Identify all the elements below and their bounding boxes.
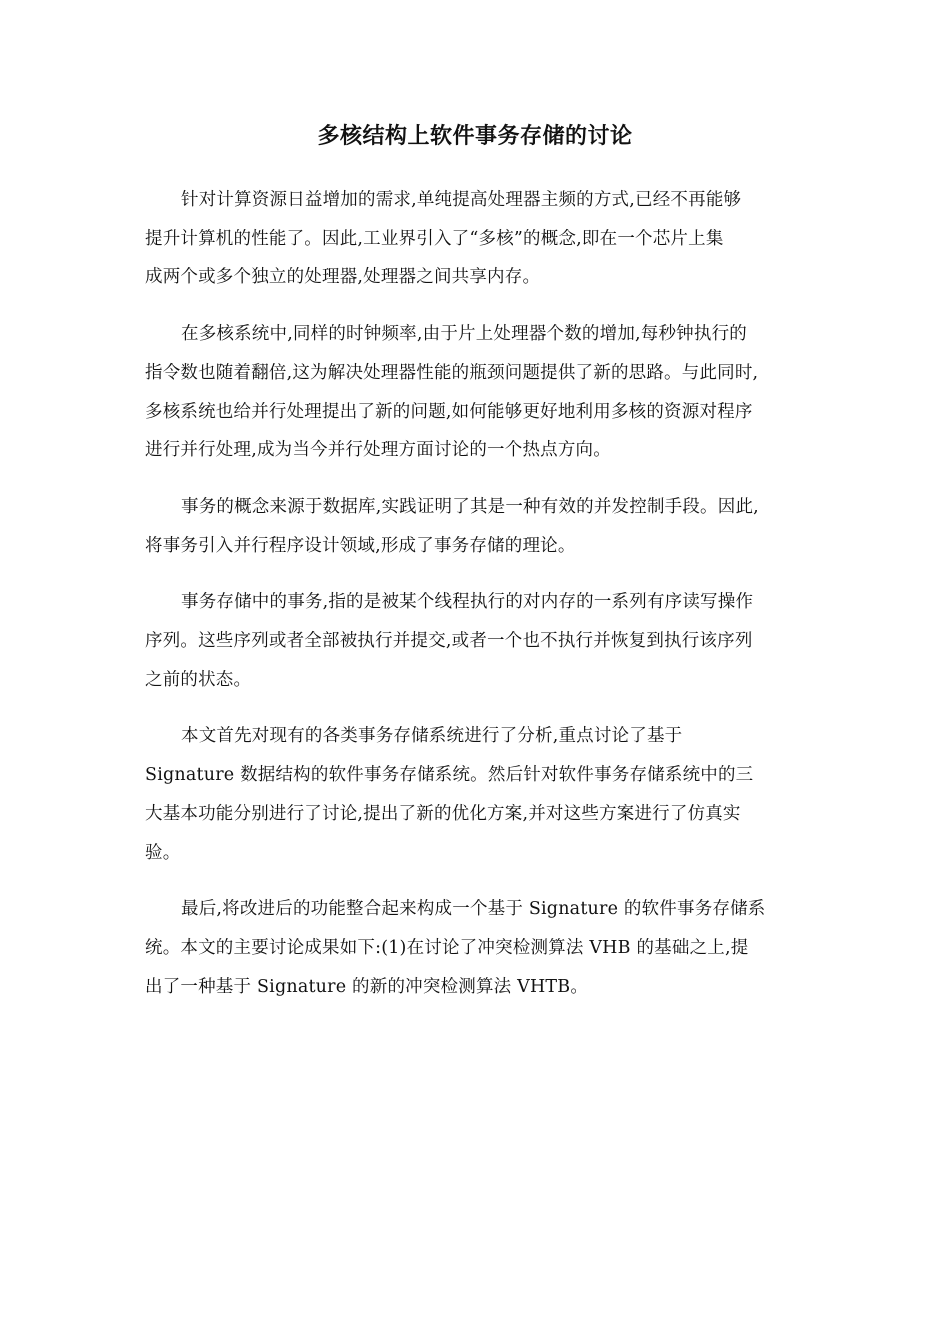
text-line: 针对计算资源日益增加的需求,单纯提高处理器主频的方式,已经不再能够 xyxy=(181,190,742,210)
text-line: 最后,将改进后的功能整合起来构成一个基于 Signature 的软件事务存储系 xyxy=(181,899,766,920)
document-body xyxy=(145,181,805,1024)
text-line: 事务存储中的事务,指的是被某个线程执行的对内存的一系列有序读写操作 xyxy=(181,592,754,613)
document-title: 多核结构上软件事务存储的讨论 xyxy=(317,124,633,149)
paragraph-4 xyxy=(145,583,805,699)
paragraph-5 xyxy=(145,717,805,872)
text-line: 多核系统也给并行处理提出了新的问题,如何能够更好地利用多核的资源对程序 xyxy=(145,401,753,422)
text-line: 验。 xyxy=(145,842,181,863)
text-line: 将事务引入并行程序设计领域,形成了事务存储的理论。 xyxy=(145,535,576,556)
text-line: 指令数也随着翻倍,这为解决处理器性能的瓶颈问题提供了新的思路。与此同时, xyxy=(145,362,759,383)
text-line: 成两个或多个独立的处理器,处理器之间共享内存。 xyxy=(145,267,541,288)
text-line: 之前的状态。 xyxy=(145,669,252,690)
text-line: 在多核系统中,同样的时钟频率,由于片上处理器个数的增加,每秒钟执行的 xyxy=(181,324,747,345)
text-line: 本文首先对现有的各类事务存储系统进行了分析,重点讨论了基于 xyxy=(181,726,683,747)
text-line: 序列。这些序列或者全部被执行并提交,或者一个也不执行并恢复到执行该序列 xyxy=(145,631,753,652)
paragraph-2 xyxy=(145,315,805,470)
paragraph-3 xyxy=(145,488,805,565)
text-line: 进行并行处理,成为当今并行处理方面讨论的一个热点方向。 xyxy=(145,440,611,461)
text-line: 事务的概念来源于数据库,实践证明了其是一种有效的并发控制手段。因此, xyxy=(181,496,759,517)
text-line: 大基本功能分别进行了讨论,提出了新的优化方案,并对这些方案进行了仿真实 xyxy=(145,803,741,824)
text-line: Signature 数据结构的软件事务存储系统。然后针对软件事务存储系统中的三 xyxy=(145,765,754,786)
text-line: 出了一种基于 Signature 的新的冲突检测算法 VHTB。 xyxy=(145,976,589,997)
paragraph-1 xyxy=(145,181,805,297)
text-line: 统。本文的主要讨论成果如下:(1)在讨论了冲突检测算法 VHB 的基础之上,提 xyxy=(145,937,749,958)
paragraph-6 xyxy=(145,890,805,1006)
text-line: 提升计算机的性能了。因此,工业界引入了“多核”的概念,即在一个芯片上集 xyxy=(145,228,724,249)
